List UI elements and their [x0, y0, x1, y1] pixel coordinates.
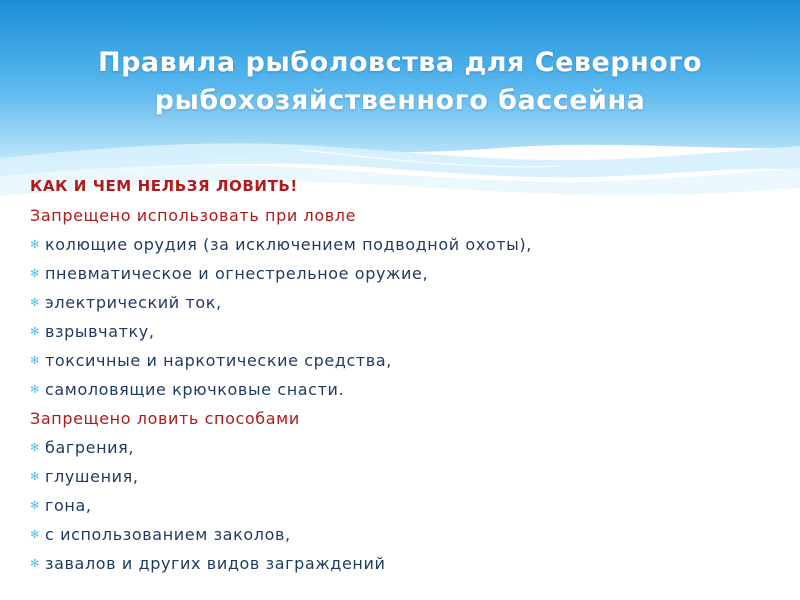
list-item [30, 462, 770, 491]
snowflake-bullet-icon: ✻ [30, 441, 40, 454]
list-item-text: багрения, [45, 438, 135, 457]
list-item [30, 520, 770, 549]
list-item-text: с использованием заколов, [45, 525, 291, 544]
list-item [30, 375, 770, 404]
list-item [30, 491, 770, 520]
slide-title-line-2: рыбохозяйственного бассейна [154, 85, 646, 116]
snowflake-bullet-icon: ✻ [30, 557, 40, 570]
list-item-text: глушения, [45, 467, 139, 486]
snowflake-bullet-icon: ✻ [30, 470, 40, 483]
list-item [30, 317, 770, 346]
list-item-text: завалов и других видов заграждений [45, 554, 386, 573]
list-item-text: самоловящие крючковые снасти. [45, 380, 345, 399]
list-item [30, 288, 770, 317]
slide-title [30, 44, 770, 120]
snowflake-bullet-icon: ✻ [30, 267, 40, 280]
list-item-text: пневматическое и огнестрельное оружие, [45, 264, 429, 283]
list-item [30, 346, 770, 375]
snowflake-bullet-icon: ✻ [30, 296, 40, 309]
slide-content [30, 172, 770, 578]
section-heading: КАК И ЧЕМ НЕЛЬЗЯ ЛОВИТЬ! [30, 177, 298, 195]
section-1-title: Запрещено использовать при ловле [30, 206, 357, 225]
snowflake-bullet-icon: ✻ [30, 499, 40, 512]
slide-title-line-1: Правила рыболовства для Северного [98, 47, 702, 78]
list-item-text: взрывчатку, [45, 322, 155, 341]
list-item-text: токсичные и наркотические средства, [45, 351, 392, 370]
list-item [30, 230, 770, 259]
list-item-text: электрический ток, [45, 293, 222, 312]
snowflake-bullet-icon: ✻ [30, 528, 40, 541]
snowflake-bullet-icon: ✻ [30, 238, 40, 251]
snowflake-bullet-icon: ✻ [30, 325, 40, 338]
snowflake-bullet-icon: ✻ [30, 354, 40, 367]
list-item [30, 259, 770, 288]
snowflake-bullet-icon: ✻ [30, 383, 40, 396]
list-item [30, 433, 770, 462]
list-item-text: колющие орудия (за исключением подводной охоты), [45, 235, 532, 254]
section-2-title: Запрещено ловить способами [30, 409, 300, 428]
list-item-text: гона, [45, 496, 92, 515]
list-item [30, 549, 770, 578]
